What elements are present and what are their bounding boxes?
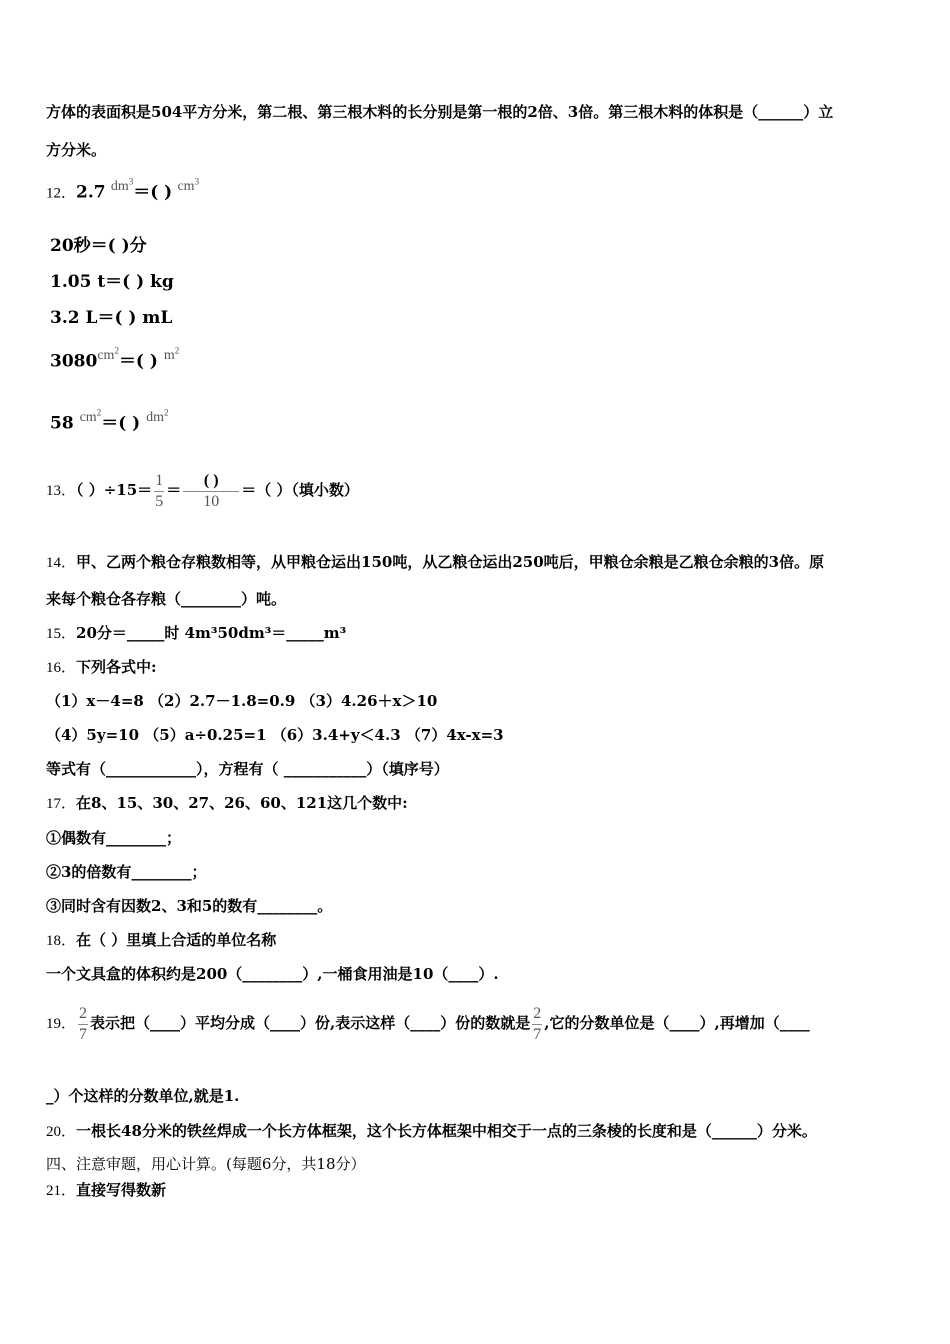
q16-title: 16．下列各式中:	[46, 658, 157, 676]
q15-line: 15．20分＝_____时 4m³50dm³＝_____m³	[46, 624, 347, 642]
q13-fraction-2: $\frac{( )}{10}$	[183, 471, 239, 512]
cm2-unit: cm2	[79, 407, 102, 425]
q21-line: 21．直接写得数新	[46, 1181, 167, 1199]
q14-line1: 14．甲、乙两个粮仓存粮数相等，从甲粮仓运出150吨，从乙粮仓运出250吨后，甲粮仓余粮是乙粮仓余粮的3倍。原	[46, 553, 825, 571]
q14-line2: 来每个粮仓各存粮（________）吨。	[46, 590, 287, 608]
q18-title: 18．在（ ）里填上合适的单位名称	[46, 931, 277, 949]
q12-line-b: 20秒＝( )分	[50, 236, 147, 256]
q13-number: 13．	[46, 483, 77, 499]
q12-a-eq: ＝( )	[133, 182, 173, 203]
q13-fraction-1: $\frac{1}{5}$	[155, 471, 164, 510]
q12-line-f	[50, 407, 169, 436]
q19-fraction-b: $\frac{2}{7}$	[533, 1004, 542, 1043]
q19-line2: _）个这样的分数单位,就是1.	[46, 1087, 240, 1105]
q13-part2: ＝（ ）（填小数）	[241, 481, 359, 499]
q17-a: ①偶数有________；	[46, 829, 182, 847]
cm2-unit: cm2	[97, 345, 119, 363]
q13-part1: （ ）÷15＝	[76, 481, 153, 499]
q16-row2: （4）5y=10 （5）a÷0.25=1 （6）3.4+y＜4.3 （7）4x-x=3	[46, 726, 504, 744]
q19-part2: ,它的分数单位是（____）,再增加（____	[544, 1014, 810, 1032]
q12-a-value: 2.7	[76, 182, 106, 203]
q12-line-a	[46, 176, 200, 205]
section4-title: 四、注意审题，用心计算。(每题6分，共18分）	[46, 1155, 366, 1173]
q19-line1	[46, 1003, 810, 1045]
q11-line2: 方分米。	[46, 141, 107, 159]
q12-f-eq: ＝( )	[101, 413, 141, 434]
q20-line: 20．一根长48分米的铁丝焊成一个长方体框架，这个长方体框架中相交于一点的三条棱的长度和是（______）分米。	[46, 1122, 817, 1140]
q19-fraction-a: $\frac{2}{7}$	[79, 1004, 88, 1043]
q12-f-value: 58	[50, 413, 74, 434]
q19-number: 19．	[46, 1016, 77, 1032]
cm3-unit: $cm^3$	[177, 176, 200, 194]
q11-line1: 方体的表面积是504平方分米，第二根、第三根木料的长分别是第一根的2倍、3倍。第三根木料的体积是（______）立	[46, 103, 834, 121]
dm3-unit: $dm^3$	[110, 176, 134, 194]
q17-title: 17．在8、15、30、27、26、60、121这几个数中:	[46, 794, 408, 812]
q12-line-d: 3.2 L＝( ) mL	[50, 308, 173, 328]
q12-number: 12．	[46, 185, 77, 202]
dm2-unit: dm2	[146, 407, 169, 425]
m2-unit: m2	[163, 345, 180, 363]
q13-line	[46, 470, 359, 512]
q12-line-c: 1.05 t＝( ) kg	[50, 272, 174, 292]
q17-c: ③同时含有因数2、3和5的数有________。	[46, 897, 333, 915]
q12-e-value: 3080	[50, 351, 98, 372]
q16-row3: 等式有（____________），方程有（ ___________）（填序号）	[46, 760, 449, 778]
q19-part1: 表示把（____）平均分成（____）份,表示这样（____）份的数就是	[90, 1014, 531, 1032]
q18-text: 一个文具盒的体积约是200（________）,一桶食用油是10（____）.	[46, 965, 499, 983]
q12-e-eq: ＝( )	[118, 351, 158, 372]
q17-b: ②3的倍数有________；	[46, 863, 207, 881]
q12-line-e	[50, 345, 180, 374]
q16-row1: （1）x－4=8 （2）2.7－1.8=0.9 （3）4.26＋x＞10	[46, 692, 438, 710]
q13-eq: ＝	[166, 481, 182, 499]
